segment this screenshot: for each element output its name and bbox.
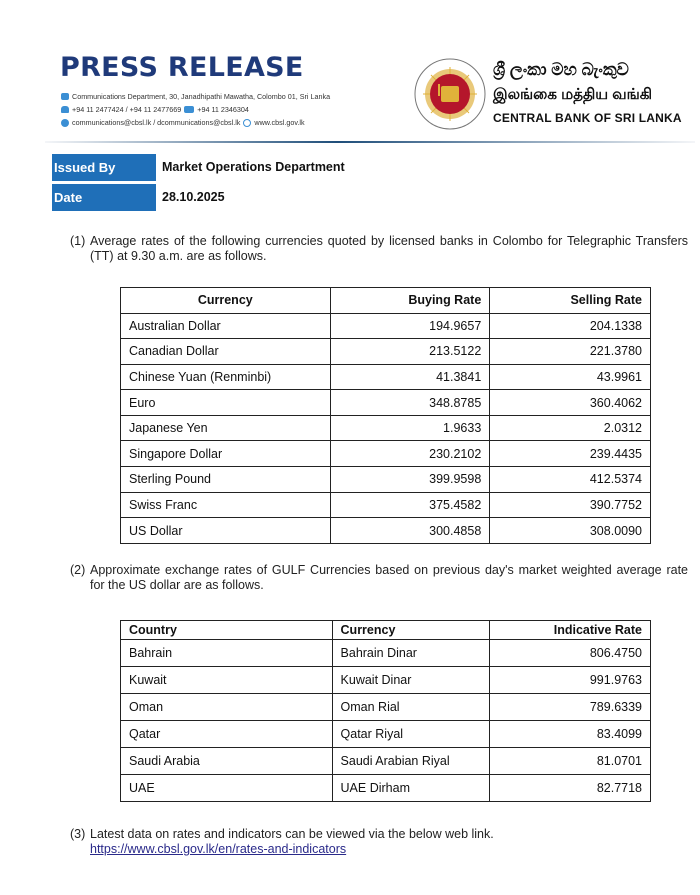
phone-text: +94 11 2477424 / +94 11 2477669 [72,105,182,114]
paragraph-2-text: Approximate exchange rates of GULF Currencies based on previous day's market weighted average rate for the US dollar are as follows. [90,563,688,592]
column-header-currency: Currency [121,288,331,314]
date-row [52,184,652,211]
paragraph-1-number: (1) [70,234,86,248]
selling-rate-cell: 360.4062 [490,390,651,416]
table-row [121,492,651,518]
paragraph-3-number: (3) [70,827,86,841]
buying-rate-cell: 41.3841 [330,364,490,390]
mail-icon [61,93,69,100]
currency-cell: Kuwait Dinar [332,667,490,694]
buying-rate-cell: 213.5122 [330,339,490,365]
indicative-rate-cell: 789.6339 [490,694,651,721]
selling-rate-cell: 308.0090 [490,518,651,544]
currency-cell: Chinese Yuan (Renminbi) [121,364,331,390]
currency-cell: Canadian Dollar [121,339,331,365]
currency-cell: Australian Dollar [121,313,331,339]
indicative-rate-cell: 83.4099 [490,721,651,748]
email-text: communications@cbsl.lk / dcommunications@cbsl.lk [72,118,241,127]
currency-cell: UAE Dirham [332,775,490,802]
table-row [121,667,651,694]
table-row [121,721,651,748]
paragraph-3 [70,827,688,857]
currency-cell: Sterling Pound [121,467,331,493]
column-header-currency: Currency [332,621,490,640]
table-row [121,694,651,721]
central-bank-logo [414,58,486,130]
buying-rate-cell: 230.2102 [330,441,490,467]
buying-rate-cell: 348.8785 [330,390,490,416]
contact-web [61,118,305,127]
table-header-row [121,288,651,314]
currency-cell: US Dollar [121,518,331,544]
column-header-selling-rate: Selling Rate [490,288,651,314]
rates-indicators-link[interactable]: https://www.cbsl.gov.lk/en/rates-and-indicators [90,842,347,856]
issued-by-value: Market Operations Department [162,160,345,174]
indicative-rate-cell: 806.4750 [490,640,651,667]
selling-rate-cell: 2.0312 [490,415,651,441]
column-header-buying-rate: Buying Rate [330,288,490,314]
currency-cell: Swiss Franc [121,492,331,518]
buying-rate-cell: 399.9598 [330,467,490,493]
currency-cell: Japanese Yen [121,415,331,441]
tt-rates-table [120,287,651,544]
country-cell: Oman [121,694,333,721]
table-row [121,390,651,416]
buying-rate-cell: 194.9657 [330,313,490,339]
currency-cell: Saudi Arabian Riyal [332,748,490,775]
selling-rate-cell: 204.1338 [490,313,651,339]
table-row [121,467,651,493]
date-label: Date [52,184,156,211]
gulf-rates-table [120,620,651,802]
table-row [121,441,651,467]
table-row [121,518,651,544]
selling-rate-cell: 221.3780 [490,339,651,365]
selling-rate-cell: 43.9961 [490,364,651,390]
currency-cell: Oman Rial [332,694,490,721]
table-row [121,748,651,775]
country-cell: Saudi Arabia [121,748,333,775]
issued-by-row [52,154,652,181]
buying-rate-cell: 1.9633 [330,415,490,441]
address-text: Communications Department, 30, Janadhipathi Mawatha, Colombo 01, Sri Lanka [72,92,331,101]
website-text: www.cbsl.gov.lk [254,118,305,127]
column-header-indicative-rate: Indicative Rate [490,621,651,640]
country-cell: Bahrain [121,640,333,667]
currency-cell: Euro [121,390,331,416]
contact-phones [61,105,249,114]
buying-rate-cell: 300.4858 [330,518,490,544]
currency-cell: Singapore Dollar [121,441,331,467]
table-row [121,364,651,390]
table-row [121,339,651,365]
table-row [121,313,651,339]
table-row [121,640,651,667]
bank-name-sinhala: ශ්‍රී ලංකා මහ බැංකුව [493,60,629,79]
currency-cell: Bahrain Dinar [332,640,490,667]
country-cell: UAE [121,775,333,802]
indicative-rate-cell: 991.9763 [490,667,651,694]
globe-icon [243,119,251,127]
paragraph-3-text: Latest data on rates and indicators can be viewed via the below web link. [90,827,494,841]
bank-name-tamil: இலங்கை மத்திய வங்கி [493,86,653,103]
table-header-row [121,621,651,640]
press-release-header [0,0,700,150]
table-row [121,775,651,802]
email-icon [61,119,69,127]
country-cell: Kuwait [121,667,333,694]
paragraph-1-text: Average rates of the following currencies quoted by licensed banks in Colombo for Telegraphic Transfers (TT) at 9.30 a.m. are as follows. [90,234,688,263]
table-row [121,415,651,441]
issued-by-label: Issued By [52,154,156,181]
fax-text: +94 11 2346304 [197,105,249,114]
press-release-title: PRESS RELEASE [60,52,304,83]
phone-icon [61,106,69,113]
selling-rate-cell: 390.7752 [490,492,651,518]
paragraph-2 [70,563,688,593]
bank-name-english: CENTRAL BANK OF SRI LANKA [493,111,682,125]
currency-cell: Qatar Riyal [332,721,490,748]
country-cell: Qatar [121,721,333,748]
date-value: 28.10.2025 [162,190,225,204]
column-header-country: Country [121,621,333,640]
fax-icon [184,106,194,113]
selling-rate-cell: 412.5374 [490,467,651,493]
header-divider [45,141,695,143]
paragraph-2-number: (2) [70,563,86,577]
selling-rate-cell: 239.4435 [490,441,651,467]
paragraph-1 [70,234,688,264]
buying-rate-cell: 375.4582 [330,492,490,518]
indicative-rate-cell: 81.0701 [490,748,651,775]
indicative-rate-cell: 82.7718 [490,775,651,802]
contact-address [61,92,330,101]
